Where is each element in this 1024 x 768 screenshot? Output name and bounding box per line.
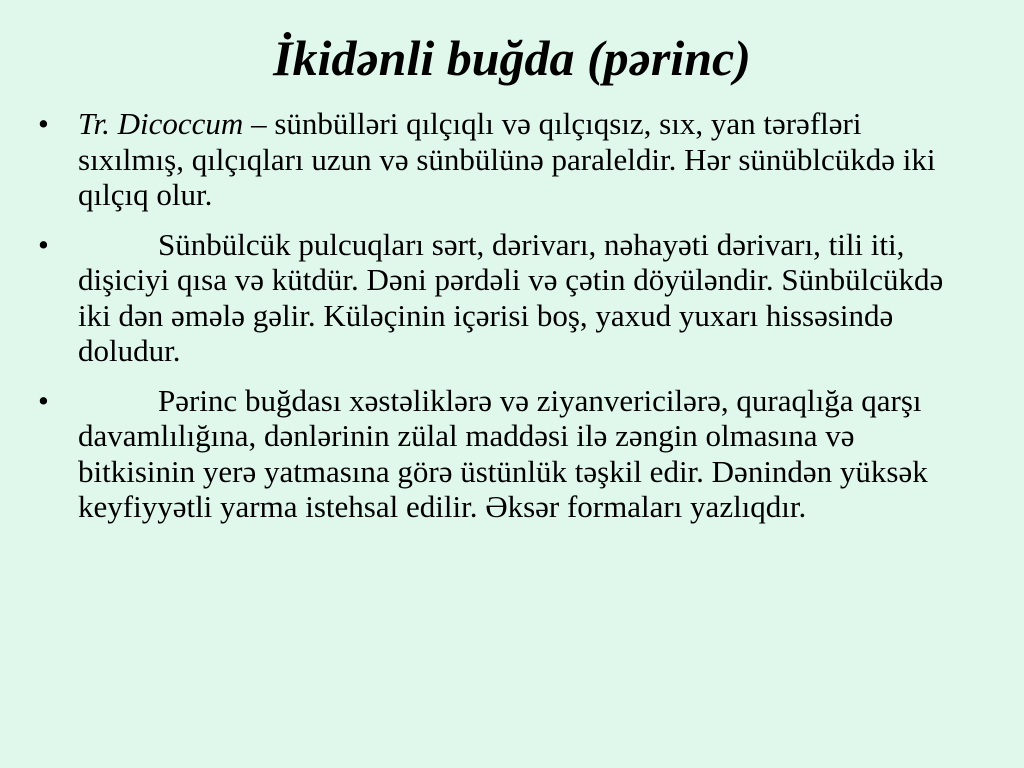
bullet-marker: •	[38, 382, 49, 418]
bullet-marker: •	[38, 106, 49, 141]
species-name: Tr. Dicoccum	[78, 106, 244, 141]
slide-title: İkidənli buğda (pərinc)	[273, 30, 751, 86]
bullet-text: Pərinc buğdası xəstəliklərə və ziyanvericilərə, quraqlığa qarşı davamlılığına, dənlərinin zülal maddəsi ilə zəngin olmasına və bitkisinin yerə yatmasına görə üstünlük təşkil edir. Dənindən yüksək keyfiyyətli yarma istehsal edilir. Əksər formaları yazlıqdır.	[78, 382, 928, 524]
bullet-list	[38, 106, 958, 539]
bullet-item	[38, 106, 958, 213]
bullet-item	[38, 227, 958, 369]
bullet-item	[38, 383, 958, 525]
bullet-text: Sünbülcük pulcuqları sərt, dərivarı, nəhayəti dərivarı, tili iti, dişiciyi qısa və kütdür. Dəni pərdəli və çətin döyüləndir. Sünbülcükdə iki dən əmələ gəlir. Küləçinin içərisi boş, yaxud yuxarı hissəsində doludur.	[78, 226, 944, 368]
bullet-marker: •	[38, 226, 49, 262]
bullet-text: – sünbülləri qılçıqlı və qılçıqsız, sıx, yan tərəfləri sıxılmış, qılçıqları uzun və sünbülünə paraleldir. Hər sünüblcükdə iki qılçıq olur.	[78, 106, 936, 212]
